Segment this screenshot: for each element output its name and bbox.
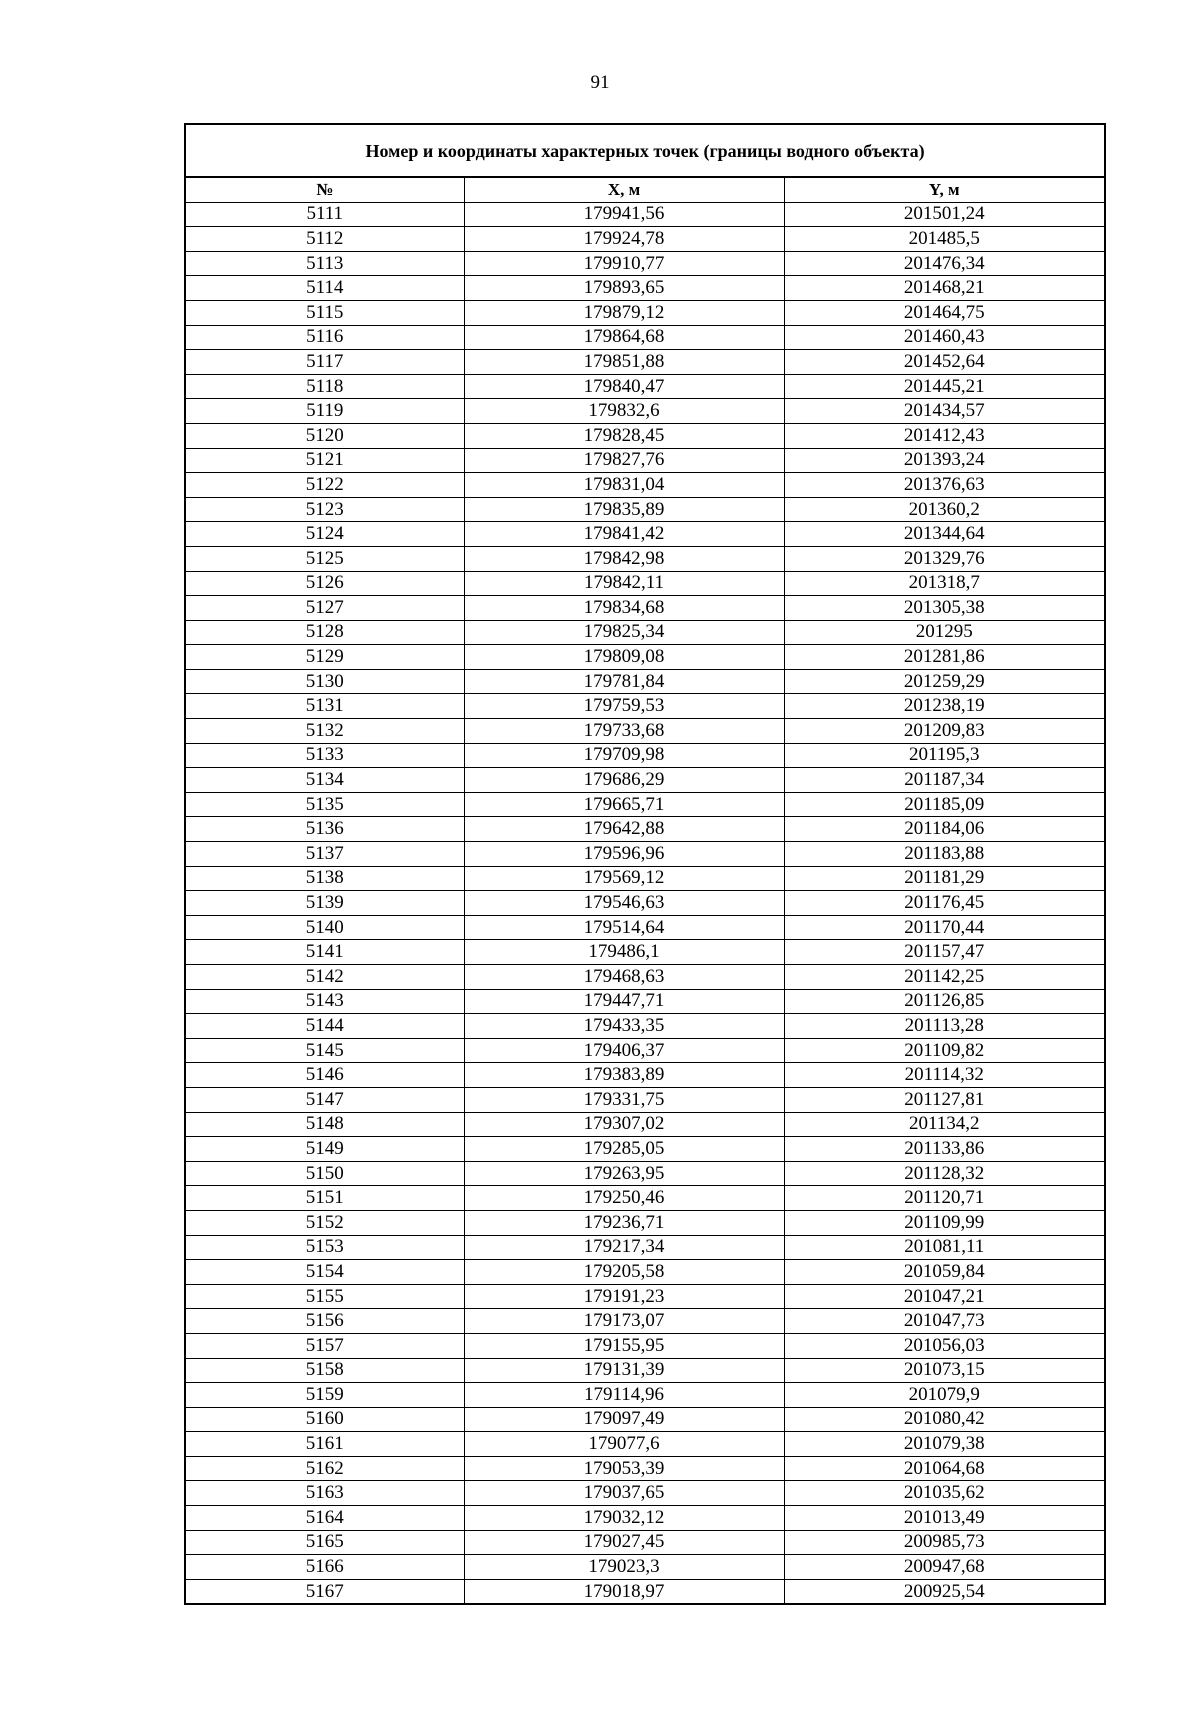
point-number-cell: 5138 — [186, 866, 464, 891]
table-row — [186, 596, 1104, 621]
x-coordinate-cell: 179173,07 — [464, 1309, 784, 1334]
y-coordinate-cell: 201344,64 — [784, 522, 1104, 547]
point-number-cell: 5131 — [186, 694, 464, 719]
header-row — [186, 178, 1104, 202]
x-coordinate-cell: 179331,75 — [464, 1087, 784, 1112]
point-number-cell: 5119 — [186, 399, 464, 424]
table-row — [186, 645, 1104, 670]
table-row — [186, 1137, 1104, 1162]
point-number-cell: 5129 — [186, 645, 464, 670]
y-coordinate-cell: 201305,38 — [784, 596, 1104, 621]
y-coordinate-cell: 201133,86 — [784, 1137, 1104, 1162]
x-coordinate-cell: 179842,98 — [464, 546, 784, 571]
table-row — [186, 1579, 1104, 1603]
x-coordinate-cell: 179840,47 — [464, 374, 784, 399]
y-coordinate-cell: 201059,84 — [784, 1260, 1104, 1285]
point-number-cell: 5128 — [186, 620, 464, 645]
point-number-cell: 5127 — [186, 596, 464, 621]
y-coordinate-cell: 201183,88 — [784, 842, 1104, 867]
x-coordinate-cell: 179642,88 — [464, 817, 784, 842]
table-row — [186, 251, 1104, 276]
table-row — [186, 276, 1104, 301]
x-coordinate-cell: 179447,71 — [464, 989, 784, 1014]
x-coordinate-cell: 179406,37 — [464, 1038, 784, 1063]
point-number-cell: 5151 — [186, 1186, 464, 1211]
point-number-cell: 5149 — [186, 1137, 464, 1162]
point-number-cell: 5111 — [186, 202, 464, 227]
header-number: № — [186, 178, 464, 202]
table-row — [186, 1383, 1104, 1408]
x-coordinate-cell: 179027,45 — [464, 1530, 784, 1555]
table-row — [186, 1284, 1104, 1309]
x-coordinate-cell: 179759,53 — [464, 694, 784, 719]
table-row — [186, 1235, 1104, 1260]
table-row — [186, 1112, 1104, 1137]
x-coordinate-cell: 179686,29 — [464, 768, 784, 793]
point-number-cell: 5155 — [186, 1284, 464, 1309]
x-coordinate-cell: 179307,02 — [464, 1112, 784, 1137]
x-coordinate-cell: 179709,98 — [464, 743, 784, 768]
table-row — [186, 497, 1104, 522]
table-row — [186, 227, 1104, 252]
table-row — [186, 1309, 1104, 1334]
table-row — [186, 1186, 1104, 1211]
y-coordinate-cell: 201056,03 — [784, 1333, 1104, 1358]
x-coordinate-cell: 179733,68 — [464, 719, 784, 744]
table-row — [186, 620, 1104, 645]
header-x: X, м — [464, 178, 784, 202]
table-row — [186, 792, 1104, 817]
table-row — [186, 768, 1104, 793]
x-coordinate-cell: 179114,96 — [464, 1383, 784, 1408]
x-coordinate-cell: 179131,39 — [464, 1358, 784, 1383]
x-coordinate-cell: 179097,49 — [464, 1407, 784, 1432]
table-row — [186, 1210, 1104, 1235]
table-row — [186, 915, 1104, 940]
point-number-cell: 5122 — [186, 473, 464, 498]
point-number-cell: 5156 — [186, 1309, 464, 1334]
table-row — [186, 669, 1104, 694]
y-coordinate-cell: 201126,85 — [784, 989, 1104, 1014]
coordinates-grid — [186, 178, 1104, 1603]
y-coordinate-cell: 201460,43 — [784, 325, 1104, 350]
y-coordinate-cell: 201184,06 — [784, 817, 1104, 842]
point-number-cell: 5137 — [186, 842, 464, 867]
point-number-cell: 5118 — [186, 374, 464, 399]
y-coordinate-cell: 201114,32 — [784, 1063, 1104, 1088]
table-row — [186, 571, 1104, 596]
y-coordinate-cell: 201081,11 — [784, 1235, 1104, 1260]
x-coordinate-cell: 179236,71 — [464, 1210, 784, 1235]
point-number-cell: 5165 — [186, 1530, 464, 1555]
x-coordinate-cell: 179831,04 — [464, 473, 784, 498]
point-number-cell: 5124 — [186, 522, 464, 547]
point-number-cell: 5163 — [186, 1481, 464, 1506]
y-coordinate-cell: 201134,2 — [784, 1112, 1104, 1137]
x-coordinate-cell: 179879,12 — [464, 300, 784, 325]
y-coordinate-cell: 201485,5 — [784, 227, 1104, 252]
x-coordinate-cell: 179924,78 — [464, 227, 784, 252]
point-number-cell: 5116 — [186, 325, 464, 350]
y-coordinate-cell: 201109,82 — [784, 1038, 1104, 1063]
point-number-cell: 5140 — [186, 915, 464, 940]
point-number-cell: 5126 — [186, 571, 464, 596]
y-coordinate-cell: 201376,63 — [784, 473, 1104, 498]
table-row — [186, 350, 1104, 375]
table-row — [186, 1063, 1104, 1088]
table-row — [186, 522, 1104, 547]
y-coordinate-cell: 201079,9 — [784, 1383, 1104, 1408]
x-coordinate-cell: 179781,84 — [464, 669, 784, 694]
y-coordinate-cell: 201157,47 — [784, 940, 1104, 965]
y-coordinate-cell: 200985,73 — [784, 1530, 1104, 1555]
table-row — [186, 300, 1104, 325]
point-number-cell: 5139 — [186, 891, 464, 916]
x-coordinate-cell: 179546,63 — [464, 891, 784, 916]
table-title: Номер и координаты характерных точек (границы водного объекта) — [186, 125, 1104, 178]
x-coordinate-cell: 179383,89 — [464, 1063, 784, 1088]
x-coordinate-cell: 179834,68 — [464, 596, 784, 621]
point-number-cell: 5130 — [186, 669, 464, 694]
x-coordinate-cell: 179263,95 — [464, 1161, 784, 1186]
y-coordinate-cell: 201445,21 — [784, 374, 1104, 399]
table-row — [186, 1407, 1104, 1432]
point-number-cell: 5133 — [186, 743, 464, 768]
x-coordinate-cell: 179825,34 — [464, 620, 784, 645]
point-number-cell: 5147 — [186, 1087, 464, 1112]
x-coordinate-cell: 179910,77 — [464, 251, 784, 276]
table-row — [186, 694, 1104, 719]
point-number-cell: 5125 — [186, 546, 464, 571]
x-coordinate-cell: 179077,6 — [464, 1432, 784, 1457]
table-row — [186, 1161, 1104, 1186]
table-row — [186, 1456, 1104, 1481]
y-coordinate-cell: 201259,29 — [784, 669, 1104, 694]
x-coordinate-cell: 179217,34 — [464, 1235, 784, 1260]
table-row — [186, 1432, 1104, 1457]
y-coordinate-cell: 201195,3 — [784, 743, 1104, 768]
point-number-cell: 5112 — [186, 227, 464, 252]
point-number-cell: 5123 — [186, 497, 464, 522]
y-coordinate-cell: 201452,64 — [784, 350, 1104, 375]
x-coordinate-cell: 179851,88 — [464, 350, 784, 375]
y-coordinate-cell: 201238,19 — [784, 694, 1104, 719]
y-coordinate-cell: 201412,43 — [784, 423, 1104, 448]
x-coordinate-cell: 179828,45 — [464, 423, 784, 448]
table-row — [186, 817, 1104, 842]
table-row — [186, 423, 1104, 448]
x-coordinate-cell: 179832,6 — [464, 399, 784, 424]
point-number-cell: 5144 — [186, 1014, 464, 1039]
point-number-cell: 5136 — [186, 817, 464, 842]
x-coordinate-cell: 179842,11 — [464, 571, 784, 596]
point-number-cell: 5158 — [186, 1358, 464, 1383]
x-coordinate-cell: 179053,39 — [464, 1456, 784, 1481]
y-coordinate-cell: 201120,71 — [784, 1186, 1104, 1211]
table-row — [186, 965, 1104, 990]
table-row — [186, 1087, 1104, 1112]
point-number-cell: 5141 — [186, 940, 464, 965]
point-number-cell: 5114 — [186, 276, 464, 301]
point-number-cell: 5152 — [186, 1210, 464, 1235]
x-coordinate-cell: 179893,65 — [464, 276, 784, 301]
y-coordinate-cell: 201128,32 — [784, 1161, 1104, 1186]
y-coordinate-cell: 200947,68 — [784, 1555, 1104, 1580]
table-row — [186, 1038, 1104, 1063]
point-number-cell: 5157 — [186, 1333, 464, 1358]
x-coordinate-cell: 179285,05 — [464, 1137, 784, 1162]
x-coordinate-cell: 179941,56 — [464, 202, 784, 227]
table-row — [186, 1555, 1104, 1580]
point-number-cell: 5134 — [186, 768, 464, 793]
point-number-cell: 5159 — [186, 1383, 464, 1408]
point-number-cell: 5160 — [186, 1407, 464, 1432]
table-row — [186, 1260, 1104, 1285]
y-coordinate-cell: 201064,68 — [784, 1456, 1104, 1481]
x-coordinate-cell: 179032,12 — [464, 1506, 784, 1531]
point-number-cell: 5132 — [186, 719, 464, 744]
point-number-cell: 5164 — [186, 1506, 464, 1531]
coordinates-table — [184, 123, 1106, 1605]
y-coordinate-cell: 201073,15 — [784, 1358, 1104, 1383]
y-coordinate-cell: 201281,86 — [784, 645, 1104, 670]
y-coordinate-cell: 201295 — [784, 620, 1104, 645]
x-coordinate-cell: 179205,58 — [464, 1260, 784, 1285]
point-number-cell: 5120 — [186, 423, 464, 448]
point-number-cell: 5142 — [186, 965, 464, 990]
y-coordinate-cell: 201185,09 — [784, 792, 1104, 817]
y-coordinate-cell: 200925,54 — [784, 1579, 1104, 1603]
x-coordinate-cell: 179018,97 — [464, 1579, 784, 1603]
x-coordinate-cell: 179569,12 — [464, 866, 784, 891]
table-row — [186, 448, 1104, 473]
point-number-cell: 5166 — [186, 1555, 464, 1580]
y-coordinate-cell: 201176,45 — [784, 891, 1104, 916]
point-number-cell: 5148 — [186, 1112, 464, 1137]
x-coordinate-cell: 179841,42 — [464, 522, 784, 547]
header-y: Y, м — [784, 178, 1104, 202]
table-row — [186, 202, 1104, 227]
point-number-cell: 5115 — [186, 300, 464, 325]
point-number-cell: 5113 — [186, 251, 464, 276]
y-coordinate-cell: 201013,49 — [784, 1506, 1104, 1531]
y-coordinate-cell: 201329,76 — [784, 546, 1104, 571]
x-coordinate-cell: 179809,08 — [464, 645, 784, 670]
y-coordinate-cell: 201047,73 — [784, 1309, 1104, 1334]
table-row — [186, 1506, 1104, 1531]
table-row — [186, 891, 1104, 916]
y-coordinate-cell: 201035,62 — [784, 1481, 1104, 1506]
point-number-cell: 5167 — [186, 1579, 464, 1603]
table-body — [186, 202, 1104, 1603]
x-coordinate-cell: 179250,46 — [464, 1186, 784, 1211]
x-coordinate-cell: 179596,96 — [464, 842, 784, 867]
x-coordinate-cell: 179468,63 — [464, 965, 784, 990]
y-coordinate-cell: 201080,42 — [784, 1407, 1104, 1432]
y-coordinate-cell: 201109,99 — [784, 1210, 1104, 1235]
table-row — [186, 989, 1104, 1014]
y-coordinate-cell: 201079,38 — [784, 1432, 1104, 1457]
x-coordinate-cell: 179514,64 — [464, 915, 784, 940]
y-coordinate-cell: 201393,24 — [784, 448, 1104, 473]
y-coordinate-cell: 201047,21 — [784, 1284, 1104, 1309]
y-coordinate-cell: 201142,25 — [784, 965, 1104, 990]
y-coordinate-cell: 201468,21 — [784, 276, 1104, 301]
y-coordinate-cell: 201476,34 — [784, 251, 1104, 276]
point-number-cell: 5121 — [186, 448, 464, 473]
point-number-cell: 5161 — [186, 1432, 464, 1457]
y-coordinate-cell: 201209,83 — [784, 719, 1104, 744]
point-number-cell: 5143 — [186, 989, 464, 1014]
y-coordinate-cell: 201127,81 — [784, 1087, 1104, 1112]
x-coordinate-cell: 179433,35 — [464, 1014, 784, 1039]
table-row — [186, 399, 1104, 424]
x-coordinate-cell: 179665,71 — [464, 792, 784, 817]
point-number-cell: 5146 — [186, 1063, 464, 1088]
point-number-cell: 5153 — [186, 1235, 464, 1260]
point-number-cell: 5162 — [186, 1456, 464, 1481]
x-coordinate-cell: 179827,76 — [464, 448, 784, 473]
y-coordinate-cell: 201464,75 — [784, 300, 1104, 325]
table-row — [186, 842, 1104, 867]
y-coordinate-cell: 201181,29 — [784, 866, 1104, 891]
x-coordinate-cell: 179486,1 — [464, 940, 784, 965]
table-row — [186, 546, 1104, 571]
table-row — [186, 1481, 1104, 1506]
point-number-cell: 5117 — [186, 350, 464, 375]
table-row — [186, 374, 1104, 399]
y-coordinate-cell: 201501,24 — [784, 202, 1104, 227]
table-row — [186, 1358, 1104, 1383]
table-row — [186, 1014, 1104, 1039]
point-number-cell: 5145 — [186, 1038, 464, 1063]
x-coordinate-cell: 179864,68 — [464, 325, 784, 350]
y-coordinate-cell: 201187,34 — [784, 768, 1104, 793]
point-number-cell: 5135 — [186, 792, 464, 817]
table-row — [186, 473, 1104, 498]
y-coordinate-cell: 201170,44 — [784, 915, 1104, 940]
table-row — [186, 866, 1104, 891]
y-coordinate-cell: 201434,57 — [784, 399, 1104, 424]
x-coordinate-cell: 179155,95 — [464, 1333, 784, 1358]
y-coordinate-cell: 201360,2 — [784, 497, 1104, 522]
table-row — [186, 325, 1104, 350]
table-row — [186, 719, 1104, 744]
x-coordinate-cell: 179191,23 — [464, 1284, 784, 1309]
table-row — [186, 743, 1104, 768]
y-coordinate-cell: 201113,28 — [784, 1014, 1104, 1039]
y-coordinate-cell: 201318,7 — [784, 571, 1104, 596]
point-number-cell: 5150 — [186, 1161, 464, 1186]
point-number-cell: 5154 — [186, 1260, 464, 1285]
table-row — [186, 940, 1104, 965]
table-row — [186, 1333, 1104, 1358]
x-coordinate-cell: 179023,3 — [464, 1555, 784, 1580]
table-row — [186, 1530, 1104, 1555]
x-coordinate-cell: 179037,65 — [464, 1481, 784, 1506]
page-number: 91 — [590, 72, 610, 93]
x-coordinate-cell: 179835,89 — [464, 497, 784, 522]
